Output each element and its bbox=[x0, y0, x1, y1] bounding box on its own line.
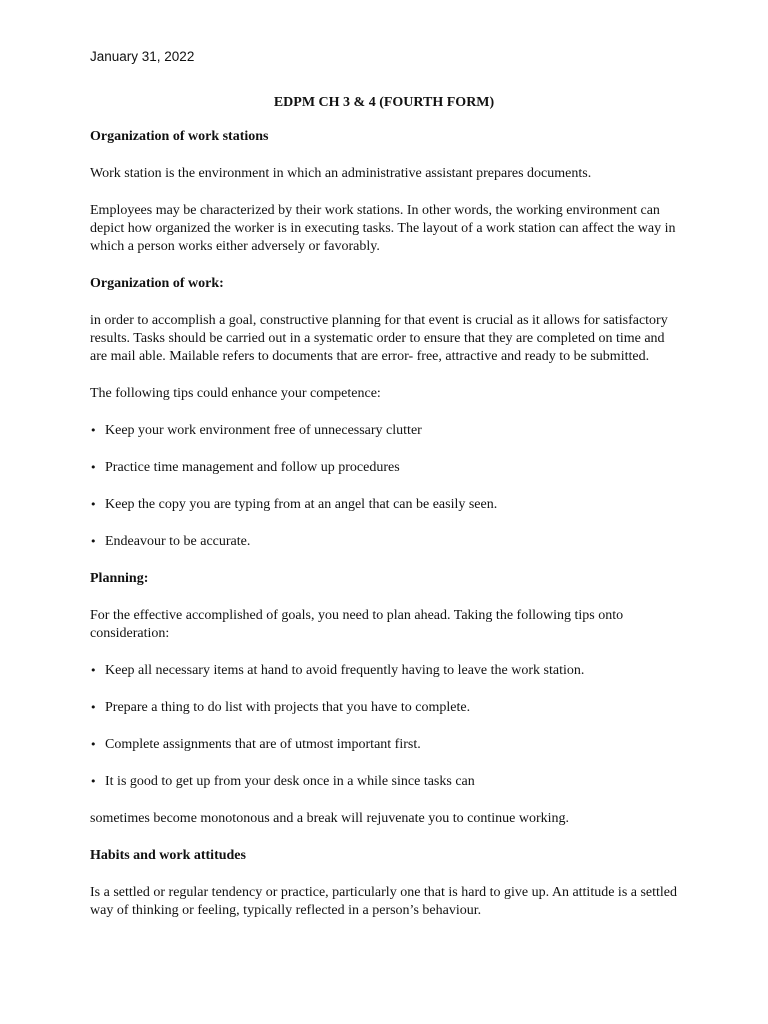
section-heading-habits: Habits and work attitudes bbox=[90, 848, 246, 863]
list-item-text: Keep your work environment free of unnecessary clutter bbox=[105, 423, 422, 438]
section-heading-organization-of-work: Organization of work: bbox=[90, 276, 224, 291]
bullet-icon: • bbox=[90, 424, 97, 437]
bullet-icon: • bbox=[90, 775, 97, 788]
paragraph: sometimes become monotonous and a break will rejuvenate you to continue working. bbox=[90, 811, 569, 826]
paragraph: Is a settled or regular tendency or practice, particularly one that is hard to give up. An attitude is a settled way of thinking or feeling, typically reflected in a person’s behaviour. bbox=[90, 885, 678, 918]
list-item bbox=[90, 736, 680, 754]
list-item bbox=[90, 496, 680, 514]
list-item-text: Endeavour to be accurate. bbox=[105, 534, 251, 549]
list-item-text: Keep the copy you are typing from at an angel that can be easily seen. bbox=[105, 497, 498, 512]
tips-list bbox=[90, 422, 680, 551]
list-item-text: Keep all necessary items at hand to avoid frequently having to leave the work station. bbox=[105, 663, 585, 678]
list-item bbox=[90, 699, 680, 717]
list-item bbox=[90, 422, 680, 440]
section-heading-work-stations: Organization of work stations bbox=[90, 129, 269, 144]
bullet-icon: • bbox=[90, 535, 97, 548]
document-body bbox=[90, 128, 680, 939]
paragraph: For the effective accomplished of goals, you need to plan ahead. Taking the following tips onto consideration: bbox=[90, 608, 624, 641]
paragraph: Employees may be characterized by their work stations. In other words, the working environment can depict how organized the worker is in executing tasks. The layout of a work station can affect the way in which a person works either adversely or favorably. bbox=[90, 203, 676, 254]
document-title: EDPM CH 3 & 4 (FOURTH FORM) bbox=[273, 95, 495, 110]
section-heading-planning: Planning: bbox=[90, 571, 149, 586]
list-item-text: Complete assignments that are of utmost important first. bbox=[105, 737, 421, 752]
bullet-icon: • bbox=[90, 664, 97, 677]
list-item-text: Prepare a thing to do list with projects that you have to complete. bbox=[105, 700, 471, 715]
list-item-text: It is good to get up from your desk once in a while since tasks can bbox=[105, 774, 475, 789]
bullet-icon: • bbox=[90, 461, 97, 474]
bullet-icon: • bbox=[90, 498, 97, 511]
document-date: January 31, 2022 bbox=[90, 49, 195, 64]
planning-list bbox=[90, 662, 680, 791]
paragraph: in order to accomplish a goal, constructive planning for that event is crucial as it allows for satisfactory results. Tasks should be carried out in a systematic order to ensure that they are completed on time and are mail able. Mailable refers to documents that are error- free, attractive and ready to be submitted. bbox=[90, 313, 668, 364]
list-item bbox=[90, 662, 680, 680]
list-item-text: Practice time management and follow up procedures bbox=[105, 460, 400, 475]
paragraph: Work station is the environment in which an administrative assistant prepares documents. bbox=[90, 166, 592, 181]
list-item bbox=[90, 459, 680, 477]
bullet-icon: • bbox=[90, 738, 97, 751]
bullet-icon: • bbox=[90, 701, 97, 714]
list-item bbox=[90, 533, 680, 551]
paragraph: The following tips could enhance your competence: bbox=[90, 386, 381, 401]
list-item bbox=[90, 773, 680, 791]
